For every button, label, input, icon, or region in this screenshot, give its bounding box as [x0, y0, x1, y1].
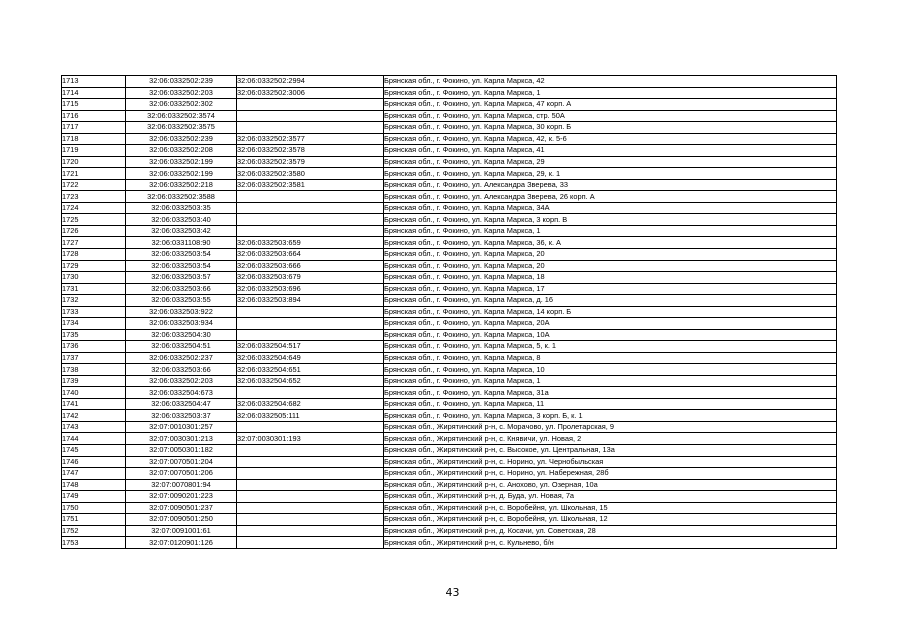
table-row — [62, 364, 837, 376]
cadastral-number: 32:06:0332504:51 — [126, 341, 237, 353]
row-number: 1714 — [62, 87, 126, 99]
linked-cadastral-number: 32:06:0332503:894 — [237, 295, 384, 307]
address: Брянская обл., г. Фокино, ул. Карла Маркса, 20 — [384, 248, 837, 260]
cadastral-number: 32:07:0070501:204 — [126, 456, 237, 468]
cadastral-number: 32:06:0332503:54 — [126, 260, 237, 272]
cadastral-number: 32:06:0332502:218 — [126, 179, 237, 191]
address: Брянская обл., г. Фокино, ул. Карла Маркса, 10А — [384, 329, 837, 341]
address: Брянская обл., г. Фокино, ул. Карла Маркса, 20А — [384, 318, 837, 330]
address: Брянская обл., г. Фокино, ул. Александра Зверева, 26 корп. А — [384, 191, 837, 203]
linked-cadastral-number — [237, 306, 384, 318]
address: Брянская обл., г. Фокино, ул. Карла Маркса, 11 — [384, 398, 837, 410]
address: Брянская обл., г. Фокино, ул. Карла Маркса, стр. 50А — [384, 110, 837, 122]
row-number: 1735 — [62, 329, 126, 341]
row-number: 1743 — [62, 421, 126, 433]
cadastral-number: 32:06:0332503:54 — [126, 248, 237, 260]
row-number: 1726 — [62, 225, 126, 237]
linked-cadastral-number: 32:06:0332504:652 — [237, 375, 384, 387]
cadastral-number: 32:07:0070501:206 — [126, 468, 237, 480]
row-number: 1747 — [62, 468, 126, 480]
cadastral-number: 32:07:0030301:213 — [126, 433, 237, 445]
cadastral-number: 32:06:0332502:237 — [126, 352, 237, 364]
address: Брянская обл., Жирятинский р-н, д. Буда, ул. Новая, 7а — [384, 491, 837, 503]
row-number: 1751 — [62, 514, 126, 526]
cadastral-number: 32:06:0332502:239 — [126, 76, 237, 88]
row-number: 1721 — [62, 168, 126, 180]
table-row — [62, 145, 837, 157]
linked-cadastral-number — [237, 110, 384, 122]
address: Брянская обл., г. Фокино, ул. Карла Маркса, 42, к. 5-6 — [384, 133, 837, 145]
table-row — [62, 445, 837, 457]
cadastral-number: 32:06:0332502:203 — [126, 375, 237, 387]
linked-cadastral-number: 32:06:0332505:111 — [237, 410, 384, 422]
cadastral-number: 32:06:0332502:203 — [126, 87, 237, 99]
row-number: 1749 — [62, 491, 126, 503]
page-number: 43 — [445, 586, 460, 599]
row-number: 1745 — [62, 445, 126, 457]
row-number: 1742 — [62, 410, 126, 422]
address: Брянская обл., г. Фокино, ул. Карла Маркса, 3 корп. Б, к. 1 — [384, 410, 837, 422]
cadastral-number: 32:06:0332504:673 — [126, 387, 237, 399]
cadastral-number: 32:06:0332503:40 — [126, 214, 237, 226]
table-row — [62, 122, 837, 134]
linked-cadastral-number — [237, 122, 384, 134]
table-row — [62, 433, 837, 445]
cadastral-number: 32:06:0332504:30 — [126, 329, 237, 341]
linked-cadastral-number: 32:06:0332502:2994 — [237, 76, 384, 88]
table-row — [62, 421, 837, 433]
row-number: 1716 — [62, 110, 126, 122]
cadastral-number: 32:07:0090201:223 — [126, 491, 237, 503]
linked-cadastral-number — [237, 329, 384, 341]
address: Брянская обл., Жирятинский р-н, с. Воробейня, ул. Школьная, 12 — [384, 514, 837, 526]
address: Брянская обл., г. Фокино, ул. Карла Маркса, д. 16 — [384, 295, 837, 307]
row-number: 1729 — [62, 260, 126, 272]
linked-cadastral-number — [237, 468, 384, 480]
table-row — [62, 398, 837, 410]
address: Брянская обл., г. Фокино, ул. Александра Зверева, 33 — [384, 179, 837, 191]
address: Брянская обл., г. Фокино, ул. Карла Маркса, 5, к. 1 — [384, 341, 837, 353]
row-number: 1739 — [62, 375, 126, 387]
cadastral-number: 32:06:0332503:66 — [126, 283, 237, 295]
table-row — [62, 248, 837, 260]
linked-cadastral-number: 32:06:0332503:666 — [237, 260, 384, 272]
table-row — [62, 99, 837, 111]
table-row — [62, 537, 837, 549]
table-row — [62, 479, 837, 491]
row-number: 1731 — [62, 283, 126, 295]
linked-cadastral-number: 32:06:0332502:3006 — [237, 87, 384, 99]
address: Брянская обл., г. Фокино, ул. Карла Маркса, 14 корп. Б — [384, 306, 837, 318]
table-row — [62, 191, 837, 203]
linked-cadastral-number — [237, 225, 384, 237]
address: Брянская обл., г. Фокино, ул. Карла Маркса, 30 корп. Б — [384, 122, 837, 134]
cadastral-number: 32:07:0091001:61 — [126, 525, 237, 537]
cadastral-number: 32:06:0332503:57 — [126, 272, 237, 284]
linked-cadastral-number — [237, 191, 384, 203]
linked-cadastral-number: 32:06:0332503:664 — [237, 248, 384, 260]
row-number: 1719 — [62, 145, 126, 157]
cadastral-number: 32:07:0090501:250 — [126, 514, 237, 526]
table-row — [62, 283, 837, 295]
cadastral-number: 32:06:0332502:199 — [126, 156, 237, 168]
linked-cadastral-number: 32:06:0332502:3580 — [237, 168, 384, 180]
cadastral-number: 32:06:0332502:302 — [126, 99, 237, 111]
row-number: 1730 — [62, 272, 126, 284]
table-row — [62, 468, 837, 480]
linked-cadastral-number — [237, 537, 384, 549]
table-row — [62, 202, 837, 214]
address: Брянская обл., г. Фокино, ул. Карла Маркса, 1 — [384, 375, 837, 387]
register-table-body — [62, 76, 837, 549]
row-number: 1752 — [62, 525, 126, 537]
row-number: 1733 — [62, 306, 126, 318]
row-number: 1718 — [62, 133, 126, 145]
linked-cadastral-number: 32:06:0332502:3579 — [237, 156, 384, 168]
linked-cadastral-number — [237, 525, 384, 537]
address: Брянская обл., г. Фокино, ул. Карла Маркса, 20 — [384, 260, 837, 272]
linked-cadastral-number — [237, 214, 384, 226]
cadastral-number: 32:06:0332502:208 — [126, 145, 237, 157]
row-number: 1738 — [62, 364, 126, 376]
linked-cadastral-number — [237, 387, 384, 399]
table-row — [62, 502, 837, 514]
linked-cadastral-number: 32:06:0332502:3577 — [237, 133, 384, 145]
linked-cadastral-number — [237, 479, 384, 491]
cadastral-number: 32:06:0332502:3588 — [126, 191, 237, 203]
table-row — [62, 168, 837, 180]
address: Брянская обл., г. Фокино, ул. Карла Маркса, 31а — [384, 387, 837, 399]
cadastral-number: 32:07:0120901:126 — [126, 537, 237, 549]
row-number: 1736 — [62, 341, 126, 353]
row-number: 1728 — [62, 248, 126, 260]
address: Брянская обл., г. Фокино, ул. Карла Маркса, 8 — [384, 352, 837, 364]
row-number: 1715 — [62, 99, 126, 111]
address: Брянская обл., г. Фокино, ул. Карла Маркса, 29 — [384, 156, 837, 168]
linked-cadastral-number: 32:06:0332504:651 — [237, 364, 384, 376]
row-number: 1748 — [62, 479, 126, 491]
cadastral-number: 32:06:0332502:239 — [126, 133, 237, 145]
row-number: 1750 — [62, 502, 126, 514]
address: Брянская обл., Жирятинский р-н, д. Косачи, ул. Советская, 28 — [384, 525, 837, 537]
row-number: 1744 — [62, 433, 126, 445]
address: Брянская обл., Жирятинский р-н, с. Норино, ул. Набережная, 28б — [384, 468, 837, 480]
row-number: 1746 — [62, 456, 126, 468]
address: Брянская обл., г. Фокино, ул. Карла Маркса, 3 корп. В — [384, 214, 837, 226]
linked-cadastral-number: 32:06:0332502:3578 — [237, 145, 384, 157]
cadastral-number: 32:07:0090501:237 — [126, 502, 237, 514]
cadastral-number: 32:07:0010301:257 — [126, 421, 237, 433]
table-row — [62, 410, 837, 422]
cadastral-number: 32:06:0332502:3574 — [126, 110, 237, 122]
cadastral-number: 32:06:0332502:3575 — [126, 122, 237, 134]
address: Брянская обл., г. Фокино, ул. Карла Маркса, 1 — [384, 225, 837, 237]
address: Брянская обл., г. Фокино, ул. Карла Маркса, 1 — [384, 87, 837, 99]
cadastral-number: 32:06:0332503:55 — [126, 295, 237, 307]
linked-cadastral-number — [237, 421, 384, 433]
table-row — [62, 514, 837, 526]
row-number: 1732 — [62, 295, 126, 307]
table-row — [62, 179, 837, 191]
cadastral-number: 32:06:0332503:922 — [126, 306, 237, 318]
address: Брянская обл., г. Фокино, ул. Карла Маркса, 29, к. 1 — [384, 168, 837, 180]
address: Брянская обл., Жирятинский р-н, с. Морачово, ул. Пролетарская, 9 — [384, 421, 837, 433]
address: Брянская обл., Жирятинский р-н, с. Княвичи, ул. Новая, 2 — [384, 433, 837, 445]
linked-cadastral-number — [237, 99, 384, 111]
address: Брянская обл., Жирятинский р-н, с. Воробейня, ул. Школьная, 15 — [384, 502, 837, 514]
linked-cadastral-number — [237, 491, 384, 503]
linked-cadastral-number — [237, 456, 384, 468]
row-number: 1737 — [62, 352, 126, 364]
linked-cadastral-number: 32:06:0332504:649 — [237, 352, 384, 364]
row-number: 1734 — [62, 318, 126, 330]
table-row — [62, 456, 837, 468]
row-number: 1740 — [62, 387, 126, 399]
cadastral-number: 32:06:0332504:47 — [126, 398, 237, 410]
linked-cadastral-number: 32:06:0332504:517 — [237, 341, 384, 353]
linked-cadastral-number: 32:06:0332503:659 — [237, 237, 384, 249]
row-number: 1724 — [62, 202, 126, 214]
table-row — [62, 225, 837, 237]
row-number: 1725 — [62, 214, 126, 226]
linked-cadastral-number: 32:06:0332503:696 — [237, 283, 384, 295]
table-row — [62, 237, 837, 249]
table-row — [62, 329, 837, 341]
linked-cadastral-number — [237, 502, 384, 514]
address: Брянская обл., г. Фокино, ул. Карла Маркса, 17 — [384, 283, 837, 295]
address: Брянская обл., г. Фокино, ул. Карла Маркса, 10 — [384, 364, 837, 376]
cadastral-number: 32:06:0332503:37 — [126, 410, 237, 422]
table-row — [62, 306, 837, 318]
row-number: 1717 — [62, 122, 126, 134]
table-row — [62, 110, 837, 122]
row-number: 1720 — [62, 156, 126, 168]
table-row — [62, 375, 837, 387]
linked-cadastral-number: 32:07:0030301:193 — [237, 433, 384, 445]
linked-cadastral-number: 32:06:0332503:679 — [237, 272, 384, 284]
table-row — [62, 76, 837, 88]
table-row — [62, 87, 837, 99]
address: Брянская обл., Жирятинский р-н, с. Анохово, ул. Озерная, 10а — [384, 479, 837, 491]
linked-cadastral-number: 32:06:0332502:3581 — [237, 179, 384, 191]
table-row — [62, 214, 837, 226]
table-row — [62, 525, 837, 537]
row-number: 1722 — [62, 179, 126, 191]
linked-cadastral-number: 32:06:0332504:682 — [237, 398, 384, 410]
table-row — [62, 295, 837, 307]
address: Брянская обл., г. Фокино, ул. Карла Маркса, 42 — [384, 76, 837, 88]
table-row — [62, 318, 837, 330]
linked-cadastral-number — [237, 202, 384, 214]
table-row — [62, 272, 837, 284]
address: Брянская обл., Жирятинский р-н, с. Кульнево, б/н — [384, 537, 837, 549]
row-number: 1727 — [62, 237, 126, 249]
cadastral-number: 32:07:0070801:94 — [126, 479, 237, 491]
linked-cadastral-number — [237, 445, 384, 457]
table-row — [62, 260, 837, 272]
linked-cadastral-number — [237, 514, 384, 526]
cadastral-number: 32:07:0050301:182 — [126, 445, 237, 457]
table-row — [62, 341, 837, 353]
cadastral-number: 32:06:0331108:90 — [126, 237, 237, 249]
row-number: 1753 — [62, 537, 126, 549]
address: Брянская обл., г. Фокино, ул. Карла Маркса, 47 корп. А — [384, 99, 837, 111]
table-row — [62, 352, 837, 364]
address: Брянская обл., г. Фокино, ул. Карла Маркса, 34А — [384, 202, 837, 214]
address: Брянская обл., г. Фокино, ул. Карла Маркса, 18 — [384, 272, 837, 284]
cadastral-number: 32:06:0332503:66 — [126, 364, 237, 376]
table-row — [62, 491, 837, 503]
address: Брянская обл., Жирятинский р-н, с. Высокое, ул. Центральная, 13а — [384, 445, 837, 457]
cadastral-number: 32:06:0332502:199 — [126, 168, 237, 180]
register-table — [61, 75, 837, 549]
row-number: 1741 — [62, 398, 126, 410]
table-row — [62, 133, 837, 145]
table-row — [62, 156, 837, 168]
address: Брянская обл., г. Фокино, ул. Карла Маркса, 41 — [384, 145, 837, 157]
row-number: 1713 — [62, 76, 126, 88]
cadastral-number: 32:06:0332503:42 — [126, 225, 237, 237]
table-row — [62, 387, 837, 399]
cadastral-number: 32:06:0332503:35 — [126, 202, 237, 214]
linked-cadastral-number — [237, 318, 384, 330]
cadastral-number: 32:06:0332503:934 — [126, 318, 237, 330]
row-number: 1723 — [62, 191, 126, 203]
address: Брянская обл., Жирятинский р-н, с. Норино, ул. Чернобыльская — [384, 456, 837, 468]
address: Брянская обл., г. Фокино, ул. Карла Маркса, 36, к. А — [384, 237, 837, 249]
